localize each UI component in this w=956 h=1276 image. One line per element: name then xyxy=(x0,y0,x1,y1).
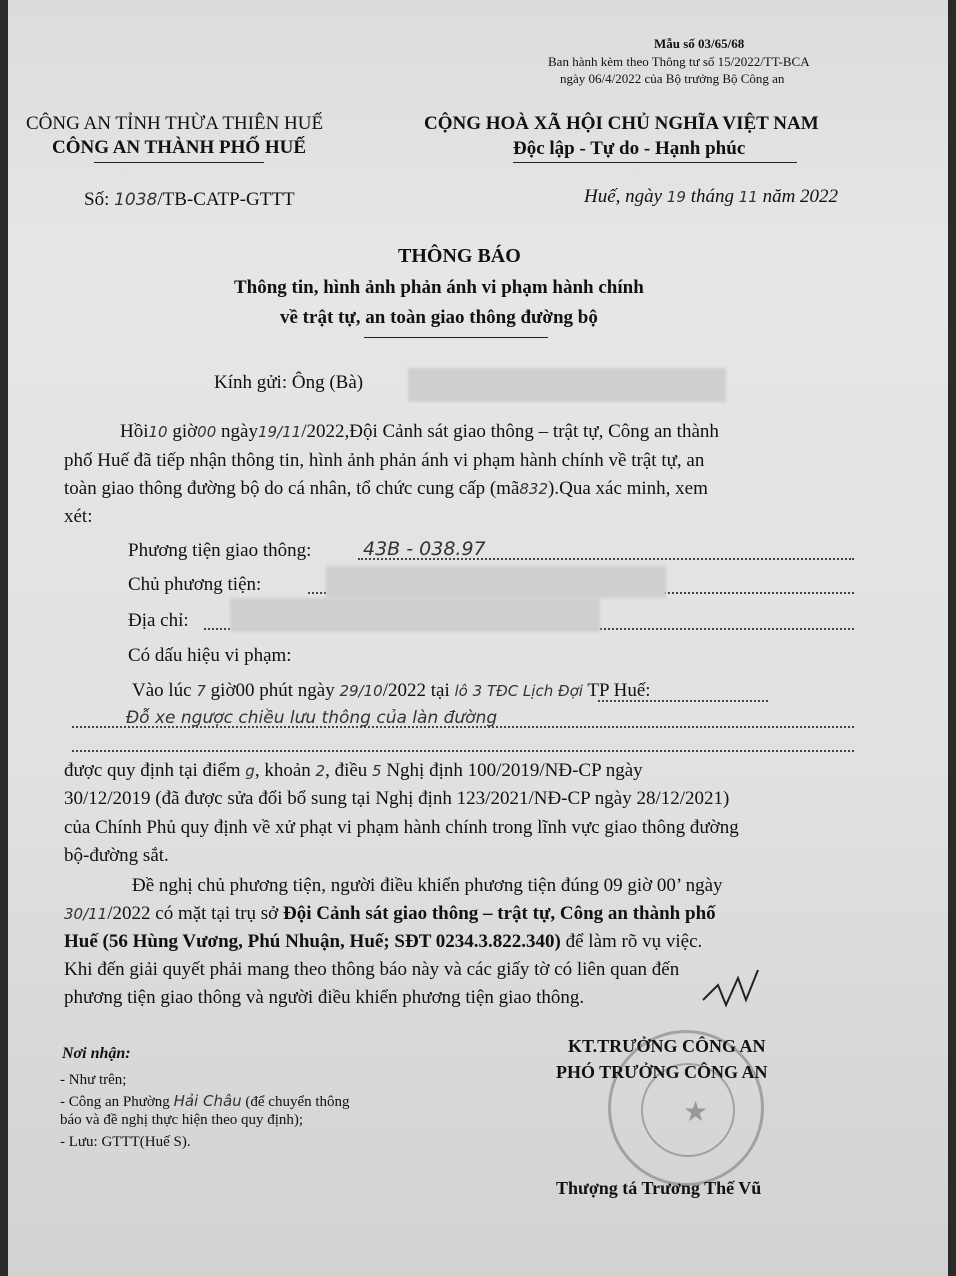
violation-phut-ngay: phút ngày xyxy=(259,680,335,701)
violation-description: Đỗ xe ngược chiều lưu thông của làn đường xyxy=(126,708,498,728)
violation-hour: 7 xyxy=(196,682,206,700)
violation-line-1 xyxy=(132,680,651,702)
request-line-1: Đề nghị chủ phương tiện, người điều khiển phương tiện đúng 09 giờ 00’ ngày xyxy=(132,875,723,896)
national-motto: Độc lập - Tự do - Hạnh phúc xyxy=(513,138,746,159)
doc-number-suffix: /TB-CATP-GTTT xyxy=(157,189,295,210)
recipient-2 xyxy=(60,1092,350,1111)
violation-minute: 00 xyxy=(235,680,255,701)
vehicle-value: 43B - 038.97 xyxy=(363,538,486,560)
doc-number xyxy=(84,189,295,211)
intro-line3-b: ).Qua xác minh, xem xyxy=(548,478,708,499)
place-date xyxy=(584,186,838,208)
legal-diem: g xyxy=(245,762,255,780)
signature-title-2: PHÓ TRƯỞNG CÔNG AN xyxy=(556,1062,768,1082)
request-l3b: để làm rõ vụ việc. xyxy=(565,931,703,952)
violation-gio: giờ xyxy=(210,680,236,701)
agency-underline xyxy=(94,162,264,163)
intro-rest: /2022,Đội Cảnh sát giao thông – trật tự, Công an thành xyxy=(301,421,719,442)
legal-line-4: bộ-đường sắt. xyxy=(64,845,169,866)
signature-scribble xyxy=(698,960,768,1020)
request-line-4: Khi đến giải quyết phải mang theo thông báo này và các giấy tờ có liên quan đến xyxy=(64,959,680,980)
doc-subtitle-1: Thông tin, hình ảnh phản ánh vi phạm hành chính xyxy=(234,277,644,298)
intro-date: 19/11 xyxy=(257,423,302,441)
vehicle-label: Phương tiện giao thông: xyxy=(128,540,312,561)
redacted-owner xyxy=(326,566,666,598)
recipient-2-cont: báo và đề nghị thực hiện theo quy định); xyxy=(60,1112,304,1128)
vehicle-dotted-line xyxy=(358,558,854,560)
intro-line3-a: toàn giao thông đường bộ do cá nhân, tổ chức cung cấp (mã xyxy=(64,478,520,499)
recipient-2-prefix: - Công an Phường xyxy=(60,1094,170,1110)
description-dotted-line-1 xyxy=(72,726,854,728)
legal-khoan: 2 xyxy=(315,762,326,780)
redacted-address xyxy=(230,598,600,632)
violation-label: Có dấu hiệu vi phạm: xyxy=(128,645,292,666)
form-code-regulation: Ban hành kèm theo Thông tư số 15/2022/TT-BCA xyxy=(548,54,810,69)
request-date: 30/11 xyxy=(64,905,108,923)
signer-name: Thượng tá Trương Thế Vũ xyxy=(556,1178,762,1198)
request-line-5: phương tiện giao thông và người điều khiển phương tiện giao thông. xyxy=(64,987,585,1008)
intro-hour: 10 xyxy=(148,423,168,441)
intro-line-2: phố Huế đã tiếp nhận thông tin, hình ảnh phản ánh vi phạm hành chính về trật tự, an xyxy=(64,450,705,471)
doc-title: THÔNG BÁO xyxy=(398,245,521,267)
place-date-month-label: tháng xyxy=(690,186,734,207)
place-date-month: 11 xyxy=(738,188,758,206)
owner-label: Chủ phương tiện: xyxy=(128,574,262,595)
violation-tai: tại xyxy=(430,680,450,701)
intro-gio: giờ xyxy=(172,421,198,442)
doc-subtitle-2: về trật tự, an toàn giao thông đường bộ xyxy=(280,307,598,328)
legal-diem-label: được quy định tại điểm xyxy=(64,760,241,781)
legal-decree: Nghị định 100/2019/NĐ-CP ngày xyxy=(386,760,643,781)
legal-line-3: của Chính Phủ quy định về xử phạt vi phạm hành chính trong lĩnh vực giao thông đường xyxy=(64,817,739,838)
description-dotted-line-2 xyxy=(72,750,854,752)
form-code: Mẫu số 03/65/68 xyxy=(654,36,745,51)
request-line-3 xyxy=(64,931,702,953)
violation-date: 29/10 xyxy=(339,682,383,700)
violation-year: /2022 xyxy=(382,680,426,701)
doc-number-value: 1038 xyxy=(114,190,158,210)
intro-line-3 xyxy=(64,478,708,500)
recipient-3: - Lưu: GTTT(Huế S). xyxy=(60,1134,191,1150)
request-l2a: /2022 có mặt tại trụ sở xyxy=(107,903,279,924)
violation-location: lô 3 TĐC Lịch Đợi xyxy=(454,682,583,700)
legal-line-2: 30/12/2019 (đã được sửa đổi bổ sung tại Nghị định 123/2021/NĐ-CP ngày 28/12/2021) xyxy=(64,788,730,809)
intro-minute: 00 xyxy=(197,423,217,441)
recipients-heading: Nơi nhận: xyxy=(62,1045,131,1062)
legal-khoan-label: , khoản xyxy=(254,760,311,781)
signature-title-1: KT.TRƯỞNG CÔNG AN xyxy=(568,1036,766,1056)
recipient-2-suffix: (để chuyển thông xyxy=(245,1094,350,1110)
recipient-2-ward: Hải Châu xyxy=(173,1092,242,1110)
intro-line-1 xyxy=(120,421,719,443)
national-name: CỘNG HOÀ XÃ HỘI CHỦ NGHĨA VIỆT NAM xyxy=(424,113,819,134)
violation-city: TP Huế: xyxy=(587,680,651,701)
redacted-recipient xyxy=(408,368,726,402)
agency-parent: CÔNG AN TỈNH THỪA THIÊN HUẾ xyxy=(26,113,324,134)
place-date-prefix: Huế, ngày xyxy=(584,186,663,207)
stamp-star-icon: ★ xyxy=(683,1097,709,1128)
document-page xyxy=(8,0,948,1276)
agency-unit: CÔNG AN THÀNH PHỐ HUẾ xyxy=(52,137,307,158)
legal-dieu-label: , điều xyxy=(325,760,368,781)
location-dotted-line xyxy=(598,700,768,702)
request-line-2 xyxy=(64,903,716,925)
violation-vao-luc: Vào lúc xyxy=(132,680,192,701)
intro-line-4: xét: xyxy=(64,506,93,527)
legal-line-1 xyxy=(64,760,643,782)
intro-hoi: Hồi xyxy=(120,421,149,442)
address-label: Địa chỉ: xyxy=(128,610,189,631)
request-office: Đội Cảnh sát giao thông – trật tự, Công an thành phố xyxy=(282,903,716,924)
recipient-1: - Như trên; xyxy=(60,1072,127,1088)
doc-number-prefix: Số: xyxy=(84,189,110,210)
intro-ngay: ngày xyxy=(221,421,258,442)
place-date-year: năm 2022 xyxy=(762,186,839,207)
place-date-day: 19 xyxy=(666,188,686,206)
motto-underline xyxy=(513,162,797,163)
title-underline xyxy=(364,337,548,338)
request-address: Huế (56 Hùng Vương, Phú Nhuận, Huế; SĐT 0234.3.822.340) xyxy=(64,931,561,952)
intro-code: 832 xyxy=(519,480,549,498)
legal-dieu: 5 xyxy=(372,762,382,780)
form-code-date: ngày 06/4/2022 của Bộ trưởng Bộ Công an xyxy=(560,71,785,86)
recipient-label: Kính gửi: Ông (Bà) xyxy=(214,372,364,393)
